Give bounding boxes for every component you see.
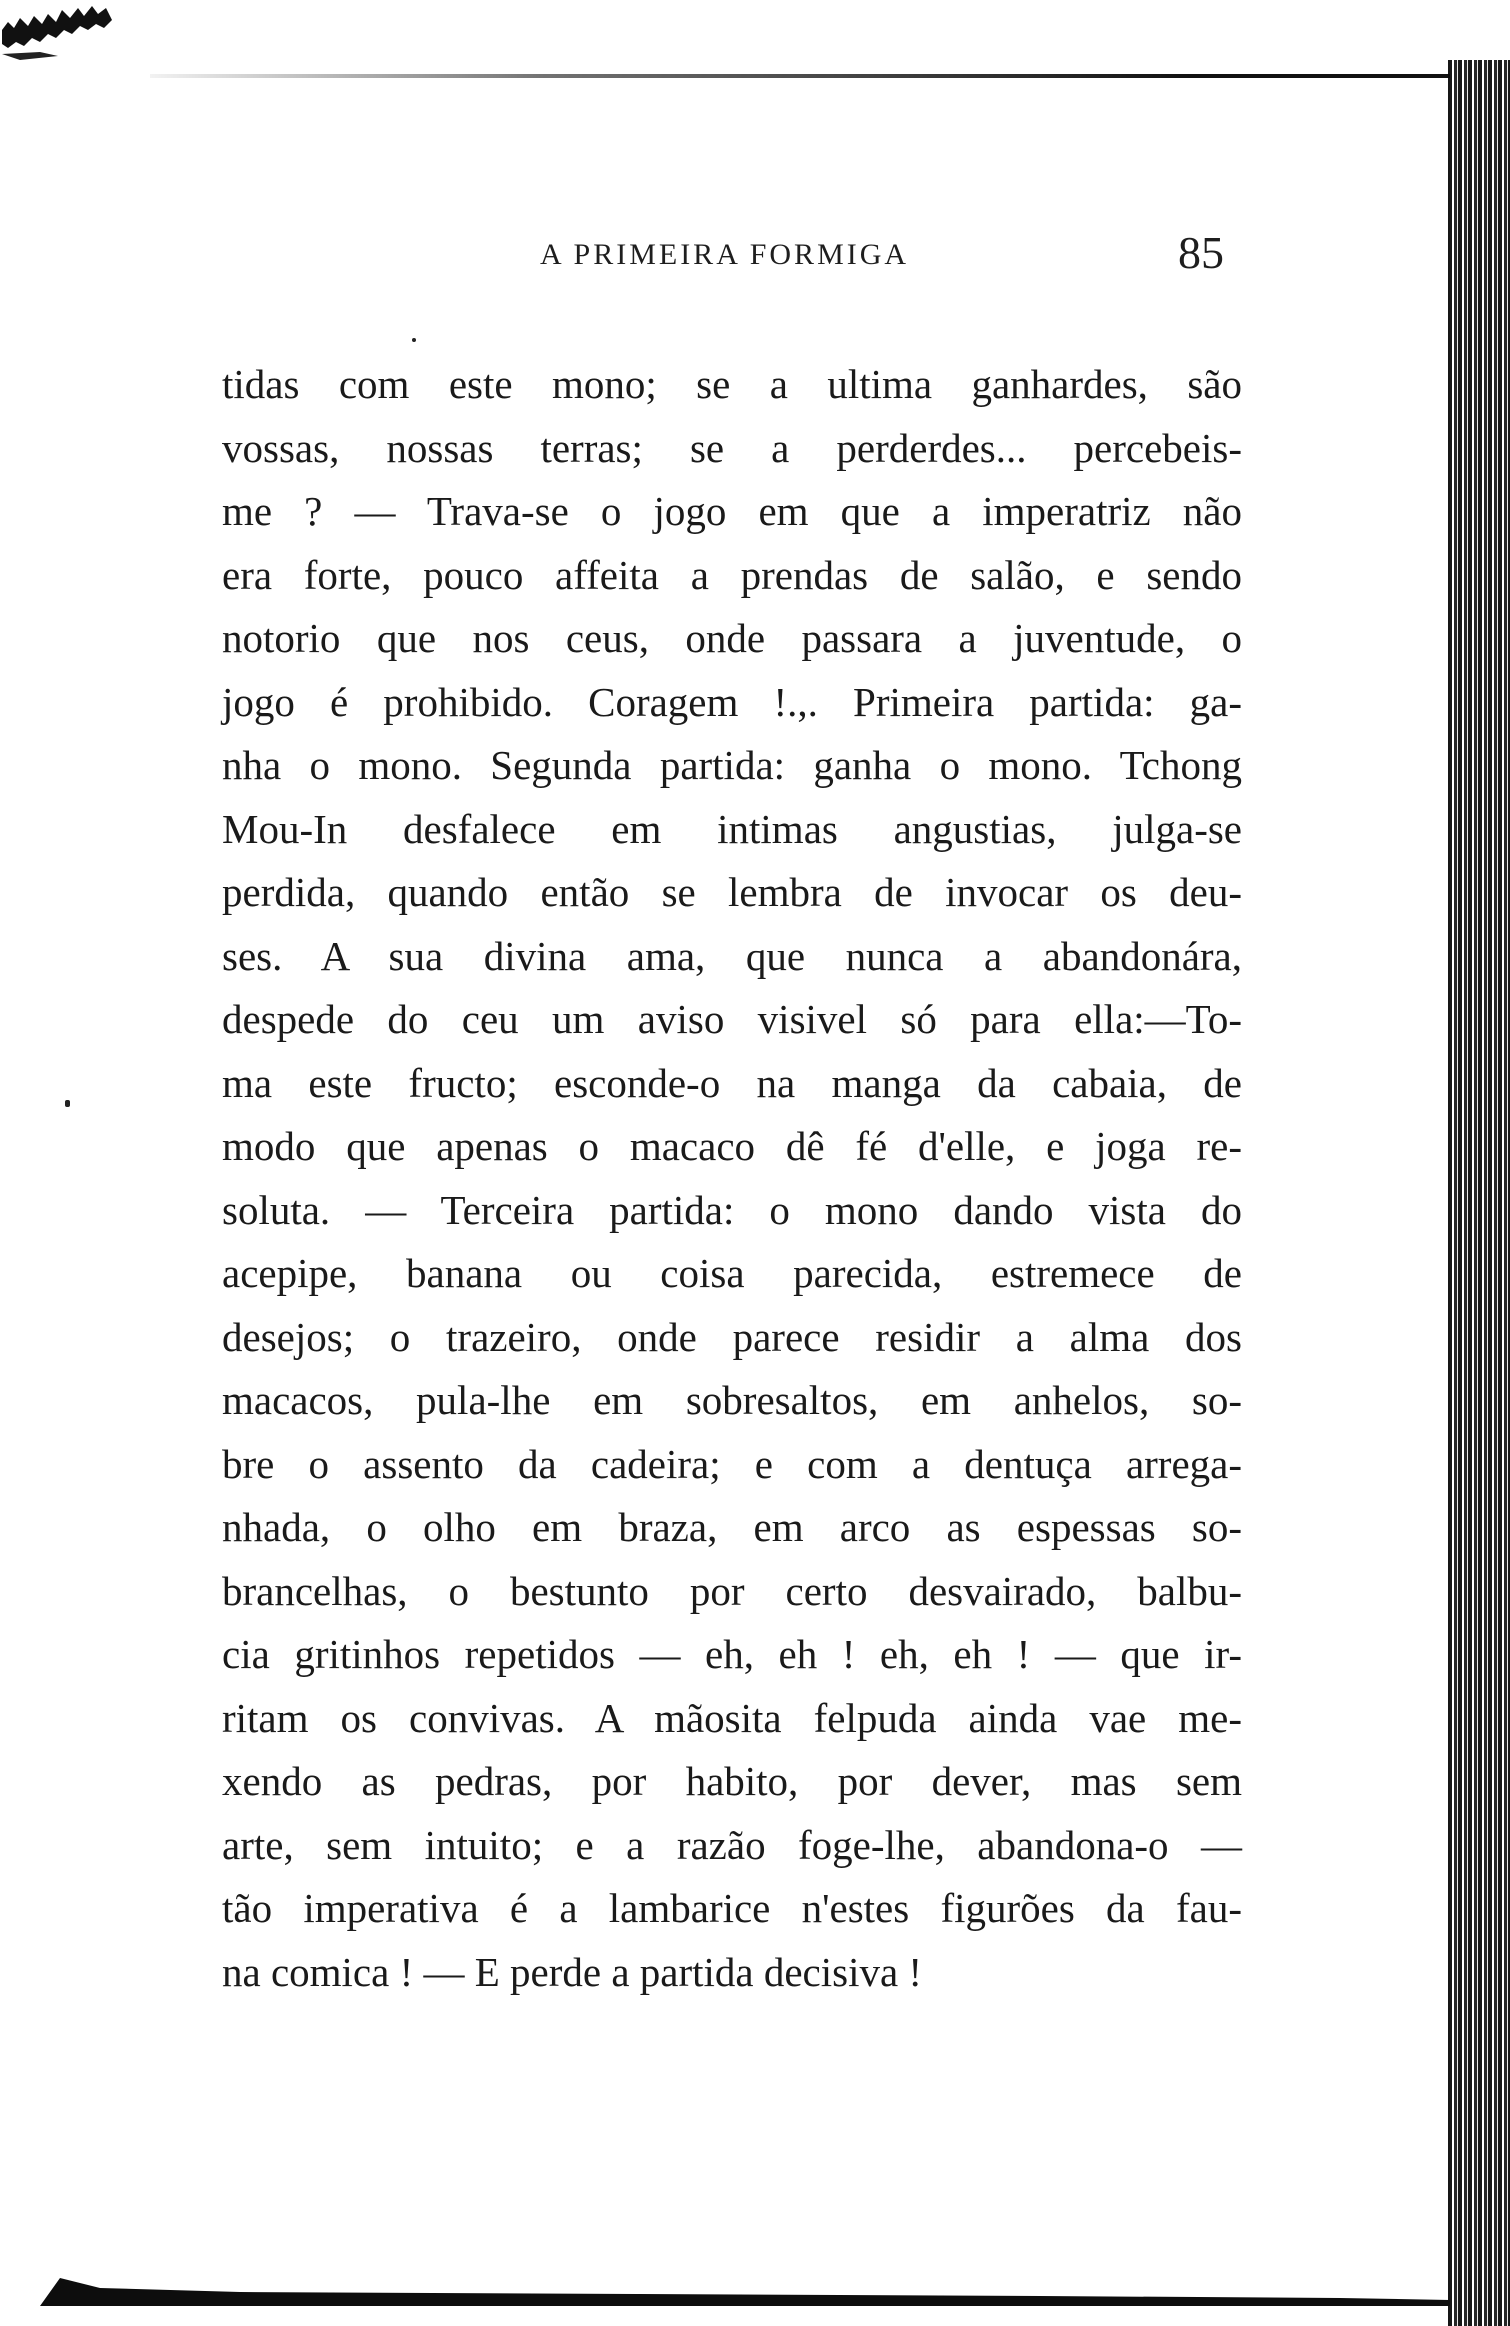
text-line: xendo as pedras, por habito, por dever, mas sem xyxy=(222,1758,1242,1804)
text-line: cia gritinhos repetidos — eh, eh ! eh, eh ! — que ir- xyxy=(222,1631,1242,1677)
text-line: tidas com este mono; se a ultima ganhardes, são xyxy=(222,361,1242,407)
running-title: A PRIMEIRA FORMIGA xyxy=(540,238,910,271)
text-line: macacos, pula-lhe em sobresaltos, em anhelos, so- xyxy=(222,1377,1242,1423)
text-line: ma este fructo; esconde-o na manga da cabaia, de xyxy=(222,1059,1242,1106)
text-line: soluta. — Terceira partida: o mono dando vista do xyxy=(222,1186,1242,1233)
ink-smudge-corner xyxy=(0,0,160,70)
text-line: me ? — Trava-se o jogo em que a imperatriz não xyxy=(222,488,1242,534)
ink-speck xyxy=(412,338,416,342)
text-line: arte, sem intuito; e a razão foge-lhe, abandona-o — xyxy=(222,1821,1242,1868)
ink-speck xyxy=(65,1100,70,1107)
text-line: ses. A sua divina ama, que nunca a abandonára, xyxy=(222,932,1242,979)
text-line: bre o assento da cadeira; e com a dentuça arrega- xyxy=(222,1440,1242,1487)
text-line: acepipe, banana ou coisa parecida, estremece de xyxy=(222,1250,1242,1296)
text-line: Mou-In desfalece em intimas angustias, julga-se xyxy=(222,805,1242,852)
text-line: brancelhas, o bestunto por certo desvairado, balbu- xyxy=(222,1567,1242,1614)
text-line: despede do ceu um aviso visivel só para ella:—To- xyxy=(222,996,1242,1042)
page-bottom-edge xyxy=(40,2258,1450,2306)
book-binding-edge xyxy=(1448,60,1510,2326)
page-number: 85 xyxy=(1178,227,1224,278)
text-line: na comica ! — E perde a partida decisiva ! xyxy=(222,1948,923,1995)
text-line: nhada, o olho em braza, em arco as espessas so- xyxy=(222,1504,1242,1550)
text-line: modo que apenas o macaco dê fé d'elle, e joga re- xyxy=(222,1123,1242,1169)
text-line: jogo é prohibido. Coragem !.,. Primeira partida: ga- xyxy=(222,678,1242,725)
text-line: notorio que nos ceus, onde passara a juventude, o xyxy=(222,615,1242,661)
text-line: vossas, nossas terras; se a perderdes... percebeis- xyxy=(222,424,1242,471)
text-line: desejos; o trazeiro, onde parece residir a alma dos xyxy=(222,1313,1242,1360)
text-line: nha o mono. Segunda partida: ganha o mono. Tchong xyxy=(222,742,1242,788)
page-top-edge xyxy=(150,74,1450,78)
body-text xyxy=(222,353,1242,2004)
text-line: era forte, pouco affeita a prendas de salão, e sendo xyxy=(222,551,1242,598)
text-line: ritam os convivas. A mãosita felpuda ainda vae me- xyxy=(222,1694,1242,1741)
text-line: perdida, quando então se lembra de invocar os deu- xyxy=(222,869,1242,915)
text-line: tão imperativa é a lambarice n'estes figurões da fau- xyxy=(222,1885,1242,1931)
